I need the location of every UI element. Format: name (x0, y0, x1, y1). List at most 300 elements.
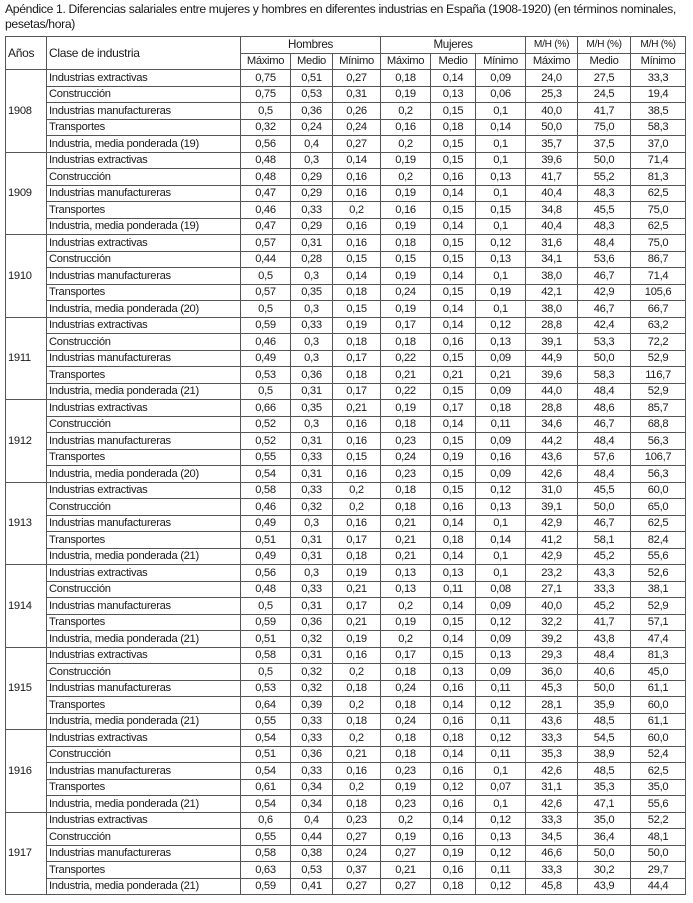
value-cell: 0,31 (291, 383, 333, 400)
year-block (6, 565, 686, 648)
value-cell: 0,27 (333, 136, 381, 153)
value-cell: 86,7 (631, 251, 686, 268)
industry-cell: Transportes (47, 284, 241, 301)
value-cell: 0,46 (241, 334, 291, 351)
value-cell: 0,5 (241, 268, 291, 285)
year-block (6, 730, 686, 813)
industry-cell: Transportes (47, 614, 241, 631)
table-row (6, 548, 686, 565)
value-cell: 53,6 (578, 251, 631, 268)
value-cell: 0,52 (241, 433, 291, 450)
value-cell: 0,18 (431, 119, 476, 136)
industry-cell: Construcción (47, 334, 241, 351)
value-cell: 27,5 (578, 70, 631, 87)
value-cell: 0,13 (381, 581, 431, 598)
value-cell: 48,4 (578, 235, 631, 252)
value-cell: 0,14 (431, 317, 476, 334)
table-row (6, 763, 686, 780)
value-cell: 0,24 (333, 119, 381, 136)
value-cell: 33,3 (526, 730, 578, 747)
value-cell: 0,64 (241, 697, 291, 714)
value-cell: 52,4 (631, 746, 686, 763)
year-block (6, 152, 686, 235)
value-cell: 0,18 (333, 548, 381, 565)
value-cell: 0,14 (476, 532, 526, 549)
table-row (6, 581, 686, 598)
value-cell: 0,14 (333, 152, 381, 169)
value-cell: 0,19 (381, 301, 431, 318)
value-cell: 0,12 (431, 779, 476, 796)
value-cell: 0,34 (291, 779, 333, 796)
value-cell: 0,14 (333, 268, 381, 285)
value-cell: 0,2 (381, 103, 431, 120)
value-cell: 0,12 (476, 697, 526, 714)
value-cell: 0,19 (381, 86, 431, 103)
industry-cell: Transportes (47, 449, 241, 466)
industry-cell: Construcción (47, 416, 241, 433)
table-row (6, 136, 686, 153)
value-cell: 0,47 (241, 185, 291, 202)
industry-cell: Industrias manufactureras (47, 185, 241, 202)
value-cell: 0,51 (241, 532, 291, 549)
value-cell: 0,3 (291, 350, 333, 367)
value-cell: 43,6 (526, 449, 578, 466)
value-cell: 44,2 (526, 433, 578, 450)
value-cell: 0,63 (241, 862, 291, 879)
value-cell: 0,24 (381, 449, 431, 466)
value-cell: 0,31 (291, 235, 333, 252)
value-cell: 0,15 (431, 136, 476, 153)
year-block (6, 482, 686, 565)
value-cell: 0,19 (381, 268, 431, 285)
value-cell: 0,18 (381, 746, 431, 763)
value-cell: 0,1 (476, 763, 526, 780)
value-cell: 0,16 (431, 713, 476, 730)
year-block (6, 235, 686, 318)
value-cell: 50,0 (578, 499, 631, 516)
value-cell: 43,9 (578, 878, 631, 895)
industry-cell: Industria, media ponderada (21) (47, 548, 241, 565)
value-cell: 33,3 (526, 812, 578, 829)
value-cell: 0,31 (291, 548, 333, 565)
value-cell: 40,4 (526, 185, 578, 202)
value-cell: 0,15 (431, 251, 476, 268)
value-cell: 31,6 (526, 235, 578, 252)
table-row (6, 862, 686, 879)
value-cell: 0,18 (333, 367, 381, 384)
value-cell: 36,0 (526, 664, 578, 681)
value-cell: 0,1 (476, 152, 526, 169)
value-cell: 0,17 (381, 317, 431, 334)
value-cell: 0,19 (381, 218, 431, 235)
value-cell: 56,3 (631, 433, 686, 450)
table-row (6, 119, 686, 136)
value-cell: 0,54 (241, 730, 291, 747)
value-cell: 0,18 (381, 730, 431, 747)
value-cell: 0,14 (431, 185, 476, 202)
value-cell: 0,36 (291, 614, 333, 631)
value-cell: 24,0 (526, 70, 578, 87)
value-cell: 0,13 (476, 334, 526, 351)
table-row (6, 697, 686, 714)
value-cell: 0,24 (381, 713, 431, 730)
value-cell: 0,11 (476, 862, 526, 879)
value-cell: 28,1 (526, 697, 578, 714)
value-cell: 0,5 (241, 301, 291, 318)
value-cell: 0,3 (291, 152, 333, 169)
value-cell: 0,19 (381, 829, 431, 846)
value-cell: 40,0 (526, 598, 578, 615)
value-cell: 48,1 (631, 829, 686, 846)
value-cell: 0,32 (241, 119, 291, 136)
value-cell: 0,16 (333, 218, 381, 235)
table-row (6, 334, 686, 351)
value-cell: 0,15 (381, 251, 431, 268)
year-cell: 1916 (6, 730, 47, 813)
table-row (6, 202, 686, 219)
value-cell: 35,0 (578, 812, 631, 829)
value-cell: 0,15 (431, 482, 476, 499)
value-cell: 35,0 (631, 779, 686, 796)
value-cell: 62,5 (631, 763, 686, 780)
value-cell: 0,2 (333, 202, 381, 219)
value-cell: 0,15 (333, 251, 381, 268)
table-row (6, 614, 686, 631)
value-cell: 0,19 (431, 845, 476, 862)
value-cell: 0,27 (381, 845, 431, 862)
value-cell: 58,3 (631, 119, 686, 136)
value-cell: 0,1 (476, 218, 526, 235)
value-cell: 35,9 (578, 697, 631, 714)
industry-cell: Construcción (47, 251, 241, 268)
industry-cell: Industria, media ponderada (21) (47, 631, 241, 648)
value-cell: 39,1 (526, 334, 578, 351)
value-cell: 0,16 (476, 449, 526, 466)
header-industry: Clase de industria (47, 37, 241, 70)
value-cell: 0,49 (241, 548, 291, 565)
value-cell: 0,11 (476, 746, 526, 763)
value-cell: 0,21 (381, 515, 431, 532)
value-cell: 0,18 (381, 334, 431, 351)
value-cell: 0,49 (241, 515, 291, 532)
value-cell: 31,0 (526, 482, 578, 499)
industry-cell: Construcción (47, 499, 241, 516)
header-sub: Máximo (241, 53, 291, 70)
value-cell: 41,2 (526, 532, 578, 549)
value-cell: 0,34 (291, 796, 333, 813)
value-cell: 0,2 (333, 499, 381, 516)
value-cell: 0,14 (431, 598, 476, 615)
table-row (6, 532, 686, 549)
value-cell: 0,2 (381, 812, 431, 829)
value-cell: 0,17 (333, 383, 381, 400)
value-cell: 0,15 (476, 202, 526, 219)
value-cell: 0,29 (291, 218, 333, 235)
value-cell: 0,75 (241, 86, 291, 103)
value-cell: 0,14 (431, 70, 476, 87)
value-cell: 0,46 (241, 202, 291, 219)
value-cell: 53,3 (578, 334, 631, 351)
value-cell: 0,16 (333, 763, 381, 780)
value-cell: 0,36 (291, 367, 333, 384)
value-cell: 0,2 (381, 136, 431, 153)
value-cell: 35,7 (526, 136, 578, 153)
value-cell: 0,18 (333, 713, 381, 730)
value-cell: 0,06 (476, 86, 526, 103)
value-cell: 0,33 (291, 763, 333, 780)
value-cell: 0,18 (381, 70, 431, 87)
value-cell: 48,3 (578, 185, 631, 202)
value-cell: 0,2 (381, 169, 431, 186)
value-cell: 0,09 (476, 466, 526, 483)
value-cell: 0,16 (333, 647, 381, 664)
value-cell: 0,19 (333, 631, 381, 648)
value-cell: 0,15 (431, 433, 476, 450)
value-cell: 0,58 (241, 845, 291, 862)
value-cell: 54,5 (578, 730, 631, 747)
value-cell: 45,3 (526, 680, 578, 697)
industry-cell: Industrias extractivas (47, 730, 241, 747)
value-cell: 45,5 (578, 202, 631, 219)
industry-cell: Industrias extractivas (47, 152, 241, 169)
industry-cell: Industrias extractivas (47, 235, 241, 252)
value-cell: 48,4 (578, 466, 631, 483)
table-row (6, 317, 686, 334)
value-cell: 0,56 (241, 565, 291, 582)
value-cell: 0,12 (476, 235, 526, 252)
table-row (6, 713, 686, 730)
industry-cell: Industria, media ponderada (21) (47, 796, 241, 813)
value-cell: 0,31 (291, 532, 333, 549)
value-cell: 0,23 (381, 763, 431, 780)
value-cell: 0,55 (241, 829, 291, 846)
table-row (6, 466, 686, 483)
value-cell: 0,36 (291, 746, 333, 763)
value-cell: 0,09 (476, 433, 526, 450)
value-cell: 39,1 (526, 499, 578, 516)
value-cell: 0,18 (431, 730, 476, 747)
value-cell: 0,18 (381, 416, 431, 433)
value-cell: 0,18 (381, 697, 431, 714)
value-cell: 0,09 (476, 598, 526, 615)
value-cell: 0,22 (381, 383, 431, 400)
value-cell: 42,9 (526, 515, 578, 532)
value-cell: 0,23 (381, 796, 431, 813)
value-cell: 0,09 (476, 383, 526, 400)
value-cell: 0,14 (431, 631, 476, 648)
value-cell: 38,0 (526, 301, 578, 318)
header-mujeres: Mujeres (381, 37, 526, 54)
value-cell: 0,57 (241, 235, 291, 252)
value-cell: 0,17 (381, 647, 431, 664)
table-row (6, 796, 686, 813)
value-cell: 0,3 (291, 334, 333, 351)
value-cell: 0,16 (431, 829, 476, 846)
value-cell: 58,1 (578, 532, 631, 549)
value-cell: 116,7 (631, 367, 686, 384)
industry-cell: Construcción (47, 581, 241, 598)
value-cell: 0,26 (333, 103, 381, 120)
header-sub: Mínimo (631, 53, 686, 70)
value-cell: 48,5 (578, 763, 631, 780)
header-mh-med: M/H (%) (578, 37, 631, 54)
value-cell: 0,18 (381, 664, 431, 681)
value-cell: 0,31 (291, 598, 333, 615)
header-sub: Mínimo (333, 53, 381, 70)
value-cell: 46,6 (526, 845, 578, 862)
table-row (6, 169, 686, 186)
value-cell: 0,21 (333, 614, 381, 631)
value-cell: 23,2 (526, 565, 578, 582)
value-cell: 55,6 (631, 548, 686, 565)
header-sub: Máximo (381, 53, 431, 70)
value-cell: 0,6 (241, 812, 291, 829)
industry-cell: Construcción (47, 829, 241, 846)
value-cell: 36,4 (578, 829, 631, 846)
value-cell: 0,14 (431, 548, 476, 565)
value-cell: 0,15 (431, 235, 476, 252)
table-row (6, 367, 686, 384)
header-row-groups (6, 37, 686, 54)
header-sub: Medio (431, 53, 476, 70)
value-cell: 0,33 (291, 581, 333, 598)
value-cell: 33,3 (578, 581, 631, 598)
value-cell: 37,0 (631, 136, 686, 153)
table-row (6, 829, 686, 846)
industry-cell: Transportes (47, 367, 241, 384)
industry-cell: Industrias manufactureras (47, 350, 241, 367)
value-cell: 28,8 (526, 400, 578, 417)
value-cell: 60,0 (631, 730, 686, 747)
value-cell: 46,7 (578, 515, 631, 532)
value-cell: 0,48 (241, 169, 291, 186)
value-cell: 45,0 (631, 664, 686, 681)
value-cell: 0,15 (333, 449, 381, 466)
value-cell: 0,13 (431, 664, 476, 681)
value-cell: 42,9 (578, 284, 631, 301)
value-cell: 0,15 (431, 103, 476, 120)
value-cell: 24,5 (578, 86, 631, 103)
value-cell: 0,15 (431, 350, 476, 367)
value-cell: 61,1 (631, 713, 686, 730)
industry-cell: Industria, media ponderada (20) (47, 301, 241, 318)
value-cell: 40,0 (526, 103, 578, 120)
value-cell: 44,9 (526, 350, 578, 367)
value-cell: 0,27 (333, 878, 381, 895)
value-cell: 0,5 (241, 664, 291, 681)
value-cell: 52,2 (631, 812, 686, 829)
table-row (6, 449, 686, 466)
value-cell: 0,13 (431, 565, 476, 582)
value-cell: 0,33 (291, 730, 333, 747)
table-row (6, 350, 686, 367)
value-cell: 0,2 (333, 779, 381, 796)
industry-cell: Transportes (47, 119, 241, 136)
industry-cell: Industria, media ponderada (21) (47, 383, 241, 400)
value-cell: 0,22 (381, 350, 431, 367)
value-cell: 0,16 (431, 862, 476, 879)
year-block (6, 70, 686, 153)
value-cell: 0,1 (476, 185, 526, 202)
value-cell: 63,2 (631, 317, 686, 334)
value-cell: 0,16 (431, 680, 476, 697)
value-cell: 48,4 (578, 383, 631, 400)
value-cell: 0,21 (381, 548, 431, 565)
value-cell: 0,08 (476, 581, 526, 598)
value-cell: 0,54 (241, 466, 291, 483)
value-cell: 61,1 (631, 680, 686, 697)
value-cell: 0,59 (241, 878, 291, 895)
year-cell: 1909 (6, 152, 47, 235)
value-cell: 0,12 (476, 845, 526, 862)
header-sub: Mínimo (476, 53, 526, 70)
table-header (6, 37, 686, 70)
value-cell: 0,12 (476, 730, 526, 747)
value-cell: 48,5 (578, 713, 631, 730)
value-cell: 43,8 (578, 631, 631, 648)
year-cell: 1910 (6, 235, 47, 318)
value-cell: 75,0 (578, 119, 631, 136)
value-cell: 0,13 (476, 647, 526, 664)
value-cell: 0,16 (333, 185, 381, 202)
value-cell: 0,5 (241, 383, 291, 400)
value-cell: 81,3 (631, 647, 686, 664)
value-cell: 0,12 (476, 614, 526, 631)
value-cell: 37,5 (578, 136, 631, 153)
value-cell: 0,14 (431, 515, 476, 532)
value-cell: 0,13 (431, 86, 476, 103)
value-cell: 50,0 (578, 680, 631, 697)
value-cell: 57,1 (631, 614, 686, 631)
value-cell: 0,12 (476, 878, 526, 895)
value-cell: 0,24 (381, 284, 431, 301)
value-cell: 0,56 (241, 136, 291, 153)
value-cell: 0,32 (291, 664, 333, 681)
header-sub: Medio (291, 53, 333, 70)
value-cell: 0,21 (431, 367, 476, 384)
value-cell: 0,46 (241, 499, 291, 516)
value-cell: 0,3 (291, 301, 333, 318)
value-cell: 0,53 (241, 680, 291, 697)
value-cell: 0,13 (476, 169, 526, 186)
value-cell: 38,1 (631, 581, 686, 598)
value-cell: 39,6 (526, 367, 578, 384)
table-row (6, 565, 686, 582)
year-cell: 1913 (6, 482, 47, 565)
value-cell: 0,57 (241, 284, 291, 301)
header-years: Años (6, 37, 47, 70)
value-cell: 0,15 (431, 466, 476, 483)
value-cell: 0,16 (381, 119, 431, 136)
value-cell: 42,9 (526, 548, 578, 565)
table-row (6, 845, 686, 862)
value-cell: 0,14 (431, 301, 476, 318)
value-cell: 0,55 (241, 713, 291, 730)
industry-cell: Industrias extractivas (47, 482, 241, 499)
value-cell: 34,1 (526, 251, 578, 268)
industry-cell: Construcción (47, 746, 241, 763)
value-cell: 0,14 (431, 416, 476, 433)
value-cell: 0,51 (241, 631, 291, 648)
value-cell: 38,5 (631, 103, 686, 120)
value-cell: 0,17 (431, 400, 476, 417)
value-cell: 0,3 (291, 416, 333, 433)
value-cell: 62,5 (631, 218, 686, 235)
value-cell: 0,1 (476, 796, 526, 813)
value-cell: 52,6 (631, 565, 686, 582)
value-cell: 0,53 (291, 86, 333, 103)
value-cell: 29,3 (526, 647, 578, 664)
